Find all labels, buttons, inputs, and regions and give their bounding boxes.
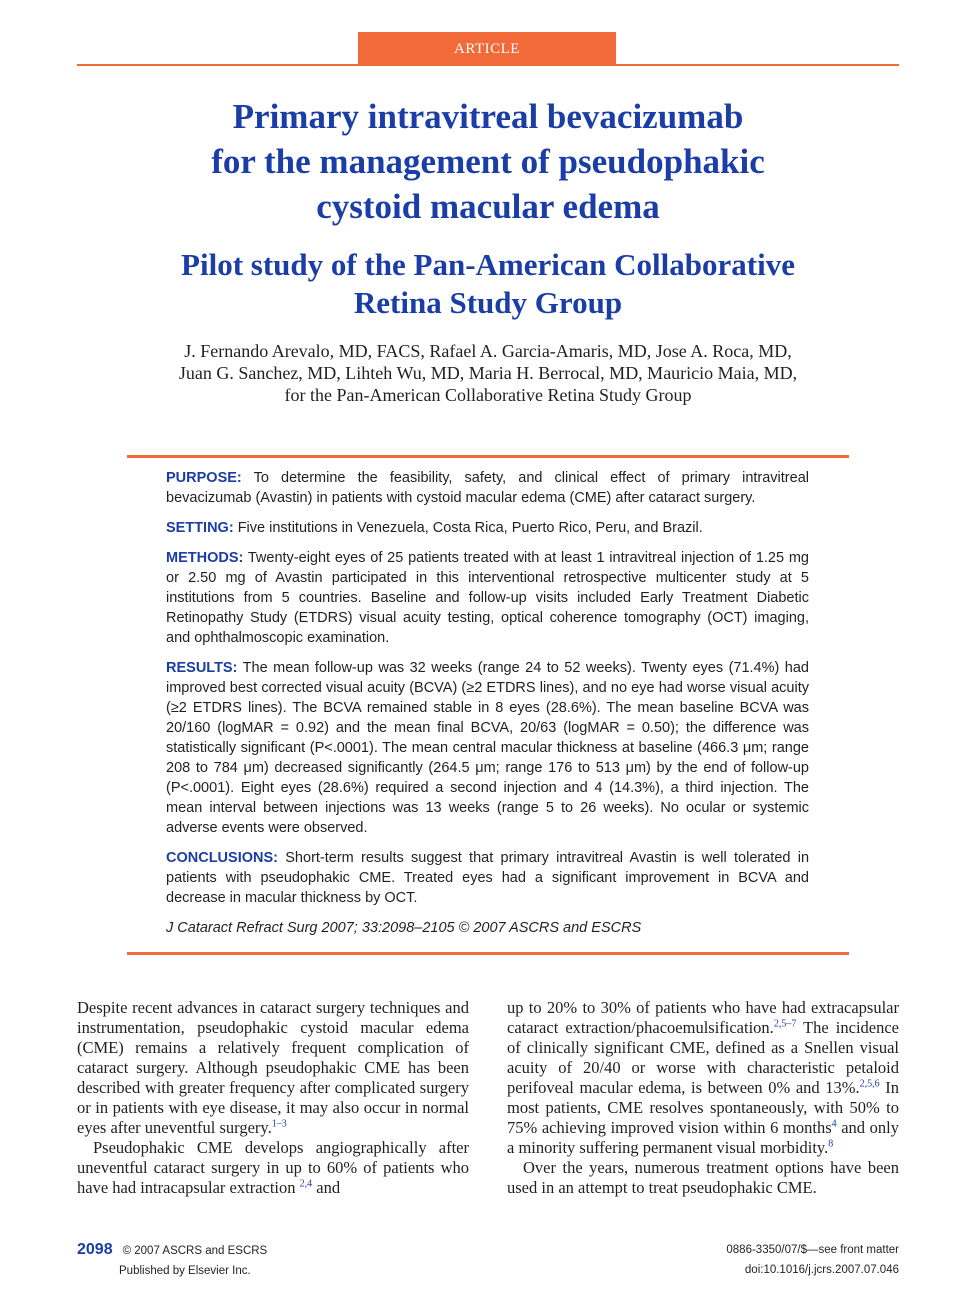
reference-link[interactable]: 2,5,6 xyxy=(859,1078,880,1090)
reference-link[interactable]: 2,4 xyxy=(299,1178,313,1190)
footer-issn: 0886-3350/07/$—see front matter xyxy=(726,1244,899,1256)
abstract-bottom-rule xyxy=(127,952,849,955)
abstract-label: SETTING: xyxy=(166,520,234,536)
abstract-text: Twenty-eight eyes of 25 patients treated with at least 1 intravitreal injection of 1.25 mg or 2.50 mg of Avastin participated in this interventional retrospective multicenter study at 5 institutions from 5 countries. Baseline and follow-up visits included Early Treatment Diabetic Retinopathy Study (ETDRS) visual acuity testing, optical coherence tomography (OCT) imaging, and ophthalmoscopic examination. xyxy=(166,550,809,646)
footer-doi[interactable]: doi:10.1016/j.jcrs.2007.07.046 xyxy=(744,1264,899,1276)
title-line: for the management of pseudophakic xyxy=(211,142,765,181)
footer-right xyxy=(600,1240,899,1280)
abstract-setting xyxy=(166,518,809,538)
body-text: The incidence of clinically significant CME, defined as a Snellen visual acuity of 20/40 or worse with characteristic petaloid perifoveal macular edema, is between 0% and 13%. xyxy=(507,1018,900,1097)
abstract-purpose xyxy=(166,468,809,508)
body-text: In most patients, CME resolves spontaneously, with 50% to 75% achieving improved vision within 6 months xyxy=(507,1078,900,1137)
title-line: cystoid macular edema xyxy=(316,187,660,226)
body-text: and only a minority suffering permanent visual morbidity. xyxy=(507,1118,899,1157)
abstract-text: Five institutions in Venezuela, Costa Rica, Puerto Rico, Peru, and Brazil. xyxy=(237,520,703,536)
header-rule xyxy=(77,64,899,66)
body-text: Over the years, numerous treatment options have been used in an attempt to treat pseudophakic CME. xyxy=(507,1158,899,1197)
footer-left xyxy=(77,1240,267,1281)
reference-link[interactable]: 4 xyxy=(831,1118,837,1130)
body-text: up to 20% to 30% of patients who have had extracapsular cataract extraction/phacoemulsification. xyxy=(507,998,899,1037)
body-paragraph xyxy=(507,1158,899,1198)
abstract-label: PURPOSE: xyxy=(166,470,242,486)
abstract-label: CONCLUSIONS: xyxy=(166,850,278,866)
subtitle-line: Pilot study of the Pan-American Collaborative xyxy=(181,247,795,282)
article-subtitle xyxy=(77,246,899,322)
body-text: and xyxy=(316,1178,341,1197)
footer-publisher: Published by Elsevier Inc. xyxy=(119,1265,251,1277)
page-number: 2098 xyxy=(77,1241,113,1258)
authors-line: for the Pan-American Collaborative Retina Study Group xyxy=(284,385,692,405)
abstract-top-rule xyxy=(127,455,849,458)
article-title xyxy=(77,94,899,229)
reference-link[interactable]: 2,5–7 xyxy=(773,1018,797,1030)
abstract-label: RESULTS: xyxy=(166,660,238,676)
footer-copyright: © 2007 ASCRS and ESCRS xyxy=(122,1245,268,1257)
body-paragraph xyxy=(507,998,899,1158)
article-type-tag: ARTICLE xyxy=(358,32,616,64)
author-list xyxy=(77,340,899,406)
abstract xyxy=(166,468,809,948)
body-column-left xyxy=(77,998,469,1198)
authors-line: J. Fernando Arevalo, MD, FACS, Rafael A. Garcia-Amaris, MD, Jose A. Roca, MD, xyxy=(184,341,792,361)
body-paragraph xyxy=(77,998,469,1138)
abstract-methods xyxy=(166,548,809,648)
authors-line: Juan G. Sanchez, MD, Lihteh Wu, MD, Maria H. Berrocal, MD, Mauricio Maia, MD, xyxy=(178,363,798,383)
body-paragraph xyxy=(77,1138,469,1198)
abstract-text: To determine the feasibility, safety, and clinical effect of primary intravitreal bevacizumab (Avastin) in patients with cystoid macular edema (CME) after cataract surgery. xyxy=(166,470,809,506)
abstract-conclusions xyxy=(166,848,809,908)
reference-link[interactable]: 1–3 xyxy=(271,1118,287,1130)
body-text: Despite recent advances in cataract surgery techniques and instrumentation, pseudophakic cystoid macular edema (CME) remains a relatively frequent complication of cataract surgery. Although pseudophakic CME has been described with greater frequency after complicated surgery or in patients with eye disease, it may also occur in normal eyes after uneventful surgery. xyxy=(77,998,469,1137)
reference-link[interactable]: 8 xyxy=(828,1138,834,1150)
title-line: Primary intravitreal bevacizumab xyxy=(232,97,744,136)
abstract-results xyxy=(166,658,809,838)
abstract-label: METHODS: xyxy=(166,550,244,566)
body-column-right xyxy=(507,998,899,1198)
subtitle-line: Retina Study Group xyxy=(353,285,623,320)
abstract-text: Short-term results suggest that primary intravitreal Avastin is well tolerated in patients with pseudophakic CME. Treated eyes had a significant improvement in BCVA and decrease in macular thickness by OCT. xyxy=(166,850,810,906)
journal-citation: J Cataract Refract Surg 2007; 33:2098–2105 © 2007 ASCRS and ESCRS xyxy=(166,920,642,936)
abstract-text: The mean follow-up was 32 weeks (range 24 to 52 weeks). Twenty eyes (71.4%) had improved best corrected visual acuity (BCVA) (≥2 ETDRS lines), and no eye had worse visual acuity (≥2 ETDRS lines). The BCVA remained stable in 8 eyes (28.6%). The mean baseline BCVA was 20/160 (logMAR = 0.92) and the mean final BCVA, 20/63 (logMAR = 0.50); the difference was statistically significant (P<.0001). The mean central macular thickness at baseline (466.3 μm; range 208 to 784 μm) decreased significantly (264.5 μm; range 176 to 513 μm) by the end of follow-up (P<.0001). Eight eyes (28.6%) required a second injection and 4 (14.3%), a third injection. The mean interval between injections was 13 weeks (range 5 to 26 weeks). No ocular or systemic adverse events were observed. xyxy=(166,660,809,836)
body-text: Pseudophakic CME develops angiographically after uneventful cataract surgery in up to 60% of patients who have had intracapsular extraction xyxy=(77,1138,469,1197)
